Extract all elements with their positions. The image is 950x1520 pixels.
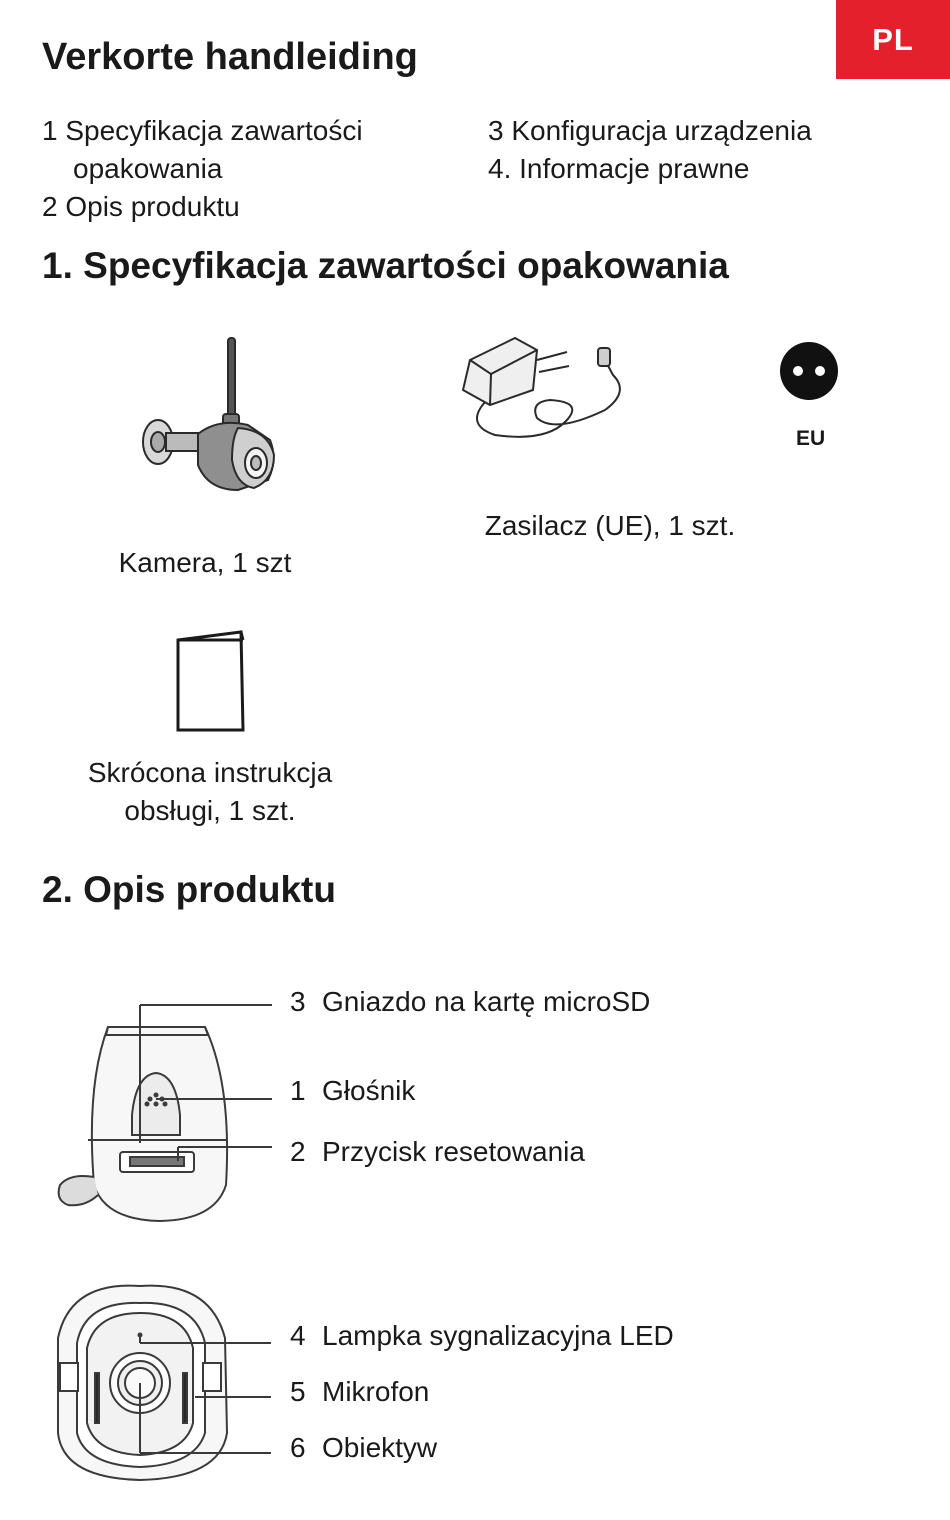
part-label-lens xyxy=(290,1432,437,1464)
camera-back-view-icon xyxy=(50,995,280,1227)
part-number: 1 xyxy=(290,1075,306,1106)
part-label-microphone xyxy=(290,1376,429,1408)
booklet-icon xyxy=(175,630,247,735)
part-number: 5 xyxy=(290,1376,306,1407)
part-label-led xyxy=(290,1320,674,1352)
camera-caption: Kamera, 1 szt xyxy=(118,547,292,578)
part-label-reset-button xyxy=(290,1136,585,1168)
part-text: Obiektyw xyxy=(322,1432,438,1463)
toc-right-column xyxy=(488,112,812,188)
eu-plug-label: EU xyxy=(796,427,826,450)
camera-front-view-icon xyxy=(55,1283,280,1483)
part-number: 2 xyxy=(290,1136,306,1167)
toc-item-3[interactable]: 3 Konfiguracja urządzenia xyxy=(488,115,812,146)
booklet-caption xyxy=(40,754,380,830)
toc-item-2[interactable]: 2 Opis produktu xyxy=(42,191,240,222)
part-text: Lampka sygnalizacyjna LED xyxy=(322,1320,674,1351)
part-text: Przycisk resetowania xyxy=(322,1136,585,1167)
part-label-speaker xyxy=(290,1075,415,1107)
camera-icon xyxy=(128,330,288,500)
section-2-heading: 2. Opis produktu xyxy=(42,869,336,910)
power-adapter-icon xyxy=(455,330,630,445)
toc-left-column xyxy=(42,112,363,226)
part-text: Mikrofon xyxy=(322,1376,430,1407)
part-text: Głośnik xyxy=(322,1075,416,1106)
toc-item-1-continuation: opakowania xyxy=(73,153,223,184)
booklet-caption-line1: Skrócona instrukcja xyxy=(87,757,333,788)
toc-item-1[interactable]: 1 Specyfikacja zawartości xyxy=(42,115,363,146)
adapter-caption: Zasilacz (UE), 1 szt. xyxy=(484,510,736,541)
language-badge xyxy=(836,0,950,79)
part-number: 4 xyxy=(290,1320,306,1351)
section-1-heading: 1. Specyfikacja zawartości opakowania xyxy=(42,245,729,286)
part-label-microsd xyxy=(290,986,650,1018)
booklet-caption-line2: obsługi, 1 szt. xyxy=(124,795,296,826)
eu-plug-icon xyxy=(779,341,839,401)
toc-item-4[interactable]: 4. Informacje prawne xyxy=(488,153,750,184)
language-badge-label: PL xyxy=(872,21,914,57)
part-number: 6 xyxy=(290,1432,306,1463)
part-text: Gniazdo na kartę microSD xyxy=(322,986,651,1017)
part-number: 3 xyxy=(290,986,306,1017)
document-title: Verkorte handleiding xyxy=(42,36,418,78)
